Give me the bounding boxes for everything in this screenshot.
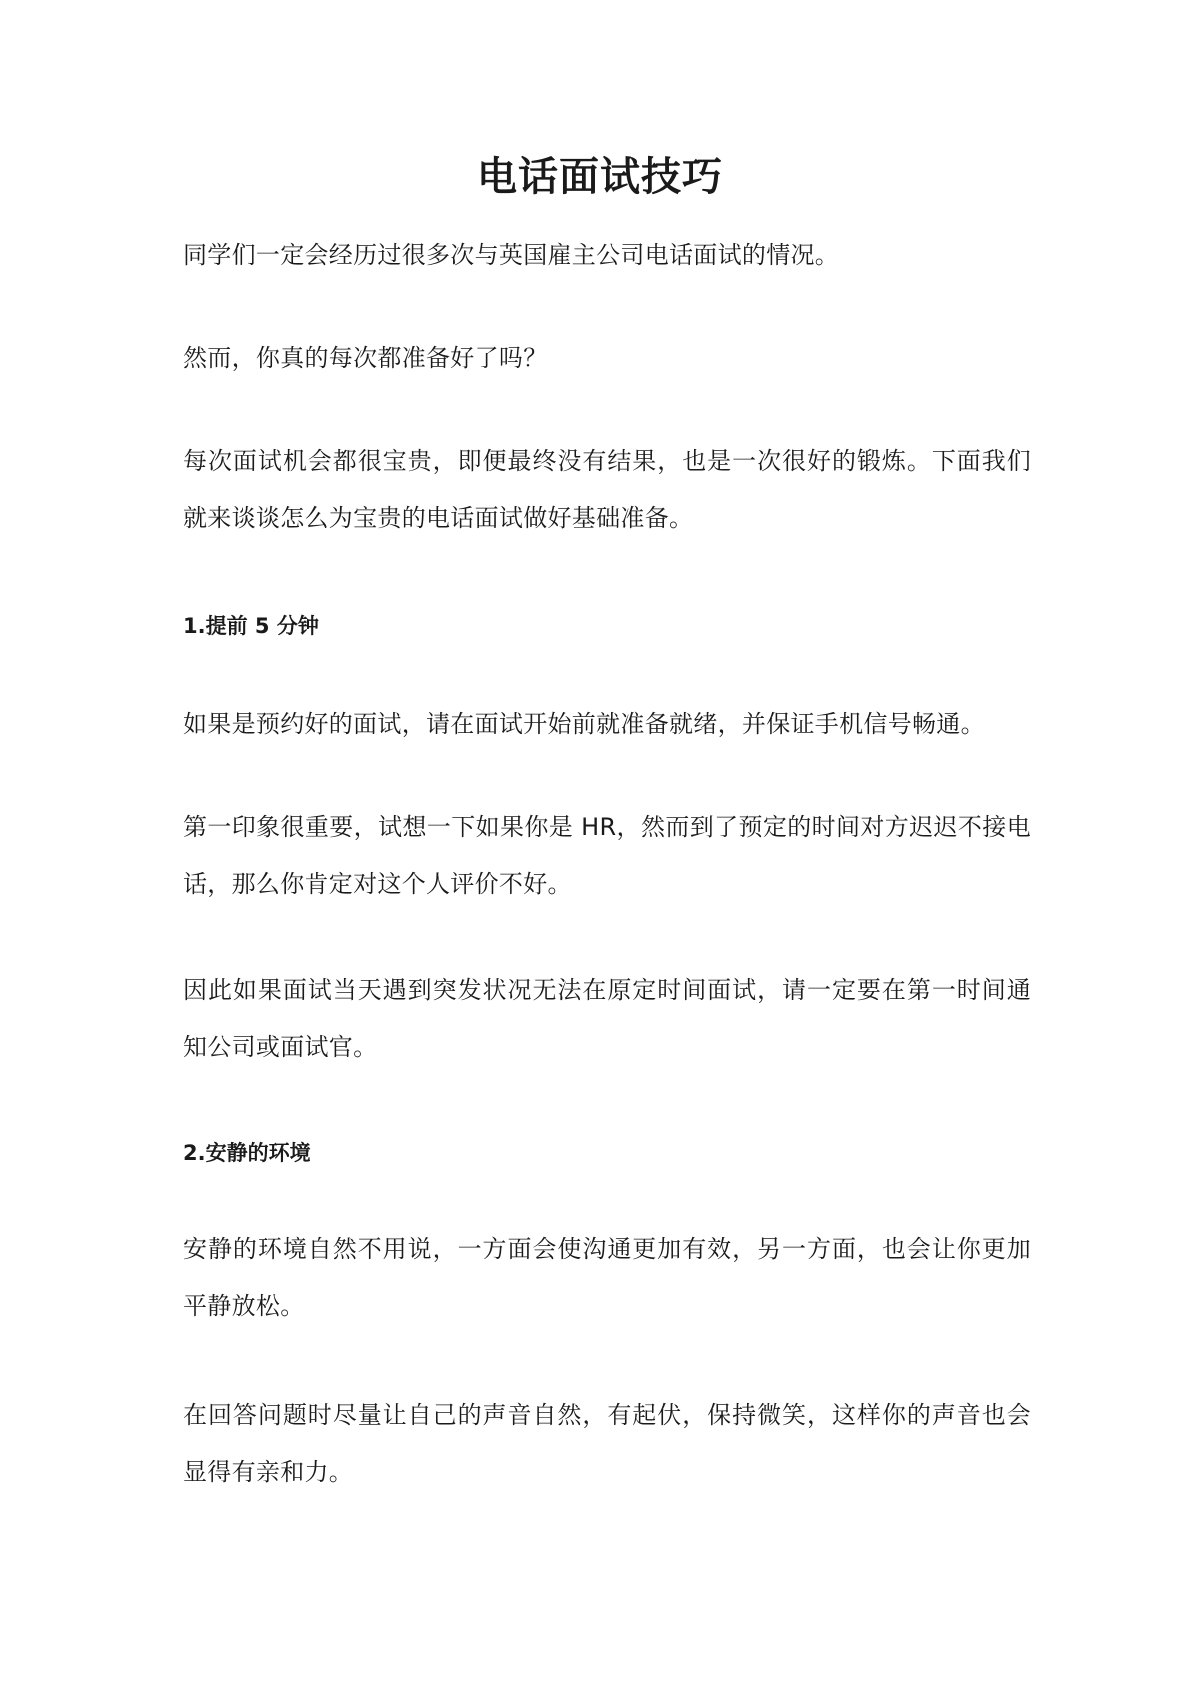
paragraph-voice: 在回答问题时尽量让自己的声音自然，有起伏，保持微笑，这样你的声音也会显得有亲和力。 <box>183 1401 1031 1486</box>
paragraph-notify: 因此如果面试当天遇到突发状况无法在原定时间面试，请一定要在第一时间通知公司或面试官。 <box>183 976 1031 1061</box>
section-heading-early: 1.提前 5 分钟 <box>183 614 319 638</box>
paragraph-quiet-env: 安静的环境自然不用说，一方面会使沟通更加有效，另一方面，也会让你更加平静放松。 <box>183 1235 1031 1320</box>
paragraph-intro: 同学们一定会经历过很多次与英国雇主公司电话面试的情况。 <box>183 241 840 269</box>
paragraph-first-impression: 第一印象很重要，试想一下如果你是 HR，然而到了预定的时间对方迟迟不接电话，那么你肯定对这个人评价不好。 <box>183 813 1031 898</box>
paragraph-ready: 如果是预约好的面试，请在面试开始前就准备就绪，并保证手机信号畅通。 <box>183 710 985 738</box>
section-heading-quiet: 2.安静的环境 <box>183 1141 311 1165</box>
document-title: 电话面试技巧 <box>477 153 723 200</box>
paragraph-question: 然而，你真的每次都准备好了吗？ <box>183 344 548 372</box>
paragraph-preparation: 每次面试机会都很宝贵，即便最终没有结果，也是一次很好的锻炼。下面我们就来谈谈怎么为宝贵的电话面试做好基础准备。 <box>183 447 1031 532</box>
